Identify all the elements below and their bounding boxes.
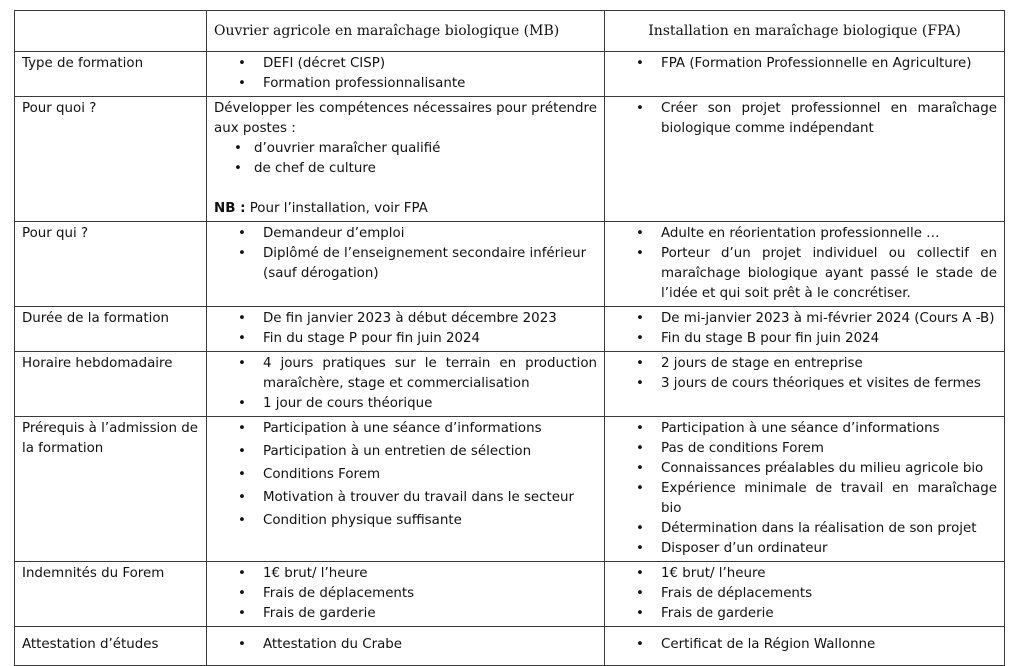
cell-mb — [207, 417, 605, 562]
list-item: • Détermination dans la réalisation de son projet — [636, 519, 997, 539]
cell-fpa — [605, 222, 1005, 307]
row-horaire — [15, 352, 1005, 417]
list-item: • Formation professionnalisante — [238, 74, 597, 94]
cell-fpa — [605, 52, 1005, 97]
header-fpa: Installation en maraîchage biologique (FPA) — [605, 11, 1005, 52]
list-item: • Adulte en réorientation professionnelle … — [636, 224, 997, 244]
list-item: • d’ouvrier maraîcher qualifié — [234, 139, 597, 159]
list-item: • Connaissances préalables du milieu agricole bio — [636, 459, 997, 479]
list-item: • Condition physique suffisante — [238, 511, 597, 531]
row-label: Type de formation — [15, 52, 207, 97]
list-item: • FPA (Formation Professionnelle en Agriculture) — [636, 54, 997, 74]
list-item: • Certificat de la Région Wallonne — [636, 635, 997, 655]
nb-note — [214, 199, 597, 219]
list-item: • 1€ brut/ l’heure — [636, 564, 997, 584]
list-item: • Conditions Forem — [238, 465, 597, 485]
list-item: • 3 jours de cours théoriques et visites de fermes — [636, 374, 997, 394]
list-item: • Frais de déplacements — [636, 584, 997, 604]
row-attestation — [15, 627, 1005, 666]
list-item: • Frais de garderie — [238, 604, 597, 624]
list-item: • Pas de conditions Forem — [636, 439, 997, 459]
list-item: • Participation à un entretien de sélection — [238, 442, 597, 462]
cell-mb — [207, 97, 605, 222]
cell-fpa — [605, 352, 1005, 417]
row-label: Pour quoi ? — [15, 97, 207, 222]
list-item: • Demandeur d’emploi — [238, 224, 597, 244]
cell-mb — [207, 562, 605, 627]
nb-text: Pour l’installation, voir FPA — [245, 201, 428, 216]
list-item: • Diplômé de l’enseignement secondaire inférieur (sauf dérogation) — [238, 244, 597, 284]
list-item: • Frais de garderie — [636, 604, 997, 624]
list-item: • Disposer d’un ordinateur — [636, 539, 997, 559]
row-duree — [15, 307, 1005, 352]
list-item: • Fin du stage B pour fin juin 2024 — [636, 329, 997, 349]
cell-mb — [207, 352, 605, 417]
cell-fpa — [605, 97, 1005, 222]
row-label: Horaire hebdomadaire — [15, 352, 207, 417]
list-item: • Expérience minimale de travail en maraîchage bio — [636, 479, 997, 519]
nb-label: NB : — [214, 201, 246, 216]
cell-mb — [207, 52, 605, 97]
cell-fpa — [605, 562, 1005, 627]
list-item: • Créer son projet professionnel en maraîchage biologique comme indépendant — [636, 99, 997, 139]
list-item: • Fin du stage P pour fin juin 2024 — [238, 329, 597, 349]
row-pourqui — [15, 222, 1005, 307]
cell-mb — [207, 627, 605, 666]
list-item: • De fin janvier 2023 à début décembre 2023 — [238, 309, 597, 329]
row-label: Pour qui ? — [15, 222, 207, 307]
list-item: • 2 jours de stage en entreprise — [636, 354, 997, 374]
row-type — [15, 52, 1005, 97]
list-item: • DEFI (décret CISP) — [238, 54, 597, 74]
row-label: Durée de la formation — [15, 307, 207, 352]
list-item: • Attestation du Crabe — [238, 635, 597, 655]
intro-text: Développer les compétences nécessaires pour prétendre aux postes : — [214, 101, 597, 136]
list-item: • Participation à une séance d’informations — [636, 419, 997, 439]
cell-fpa — [605, 417, 1005, 562]
list-item: • 1€ brut/ l’heure — [238, 564, 597, 584]
cell-mb — [207, 222, 605, 307]
list-item: • Participation à une séance d’informations — [238, 419, 597, 439]
list-item: • Porteur d’un projet individuel ou collectif en maraîchage biologique ayant passé le stade de l’idée et qui soit prêt à le concrétiser. — [636, 244, 997, 304]
header-mb: Ouvrier agricole en maraîchage biologique (MB) — [207, 11, 605, 52]
cell-mb — [207, 307, 605, 352]
row-label: Prérequis à l’admission de la formation — [15, 417, 207, 562]
cell-fpa — [605, 307, 1005, 352]
header-row — [15, 11, 1005, 52]
row-pourquoi — [15, 97, 1005, 222]
row-label: Attestation d’études — [15, 627, 207, 666]
list-item: • de chef de culture — [234, 159, 597, 179]
cell-fpa — [605, 627, 1005, 666]
list-item: • 4 jours pratiques sur le terrain en production maraîchère, stage et commercialisation — [238, 354, 597, 394]
comparison-table — [14, 10, 1005, 666]
list-item: • 1 jour de cours théorique — [238, 394, 597, 414]
header-empty — [15, 11, 207, 52]
row-prerequis — [15, 417, 1005, 562]
list-item: • Frais de déplacements — [238, 584, 597, 604]
row-indemnites — [15, 562, 1005, 627]
list-item: • Motivation à trouver du travail dans le secteur — [238, 488, 597, 508]
list-item: • De mi-janvier 2023 à mi-février 2024 (Cours A -B) — [636, 309, 997, 329]
row-label: Indemnités du Forem — [15, 562, 207, 627]
